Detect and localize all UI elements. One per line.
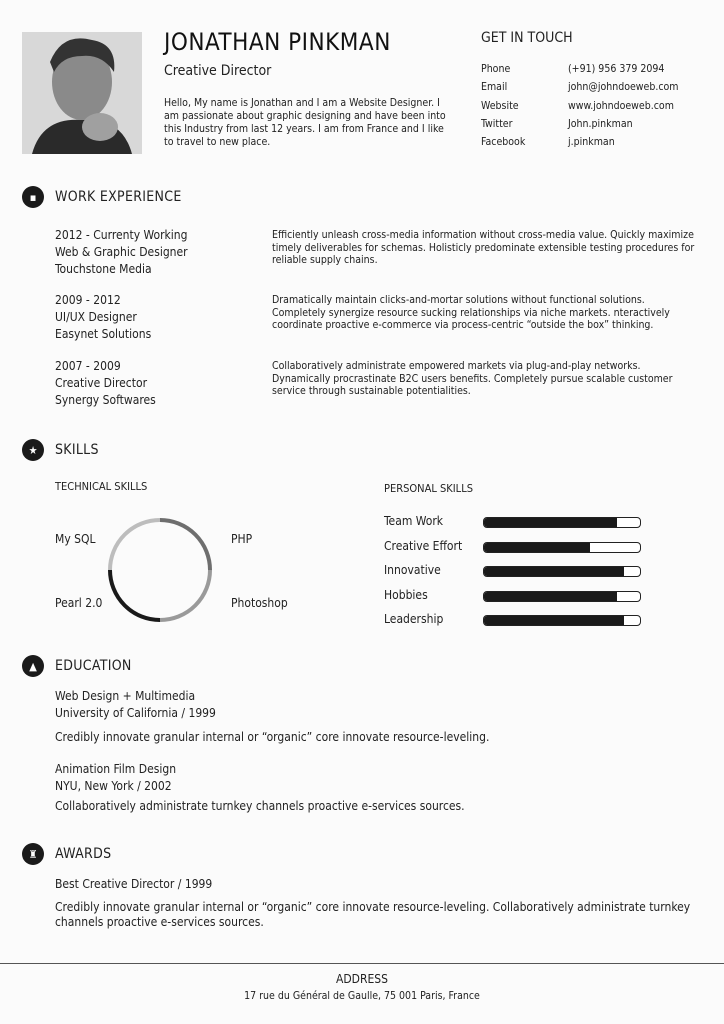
contact-website [481, 100, 679, 118]
address-title: ADDRESS [335, 972, 389, 986]
tech-skill-label: Photoshop [231, 596, 288, 610]
job-company: Touchstone Media [55, 262, 152, 276]
awards-section-header [22, 843, 111, 865]
contact-value: j.pinkman [568, 136, 615, 149]
ring-segment-pearl [110, 570, 160, 620]
job-company: Easynet Solutions [55, 327, 152, 341]
tech-skill-label: PHP [231, 532, 253, 546]
contact-email [481, 81, 679, 99]
star-icon: ★ [22, 439, 44, 461]
skill-bar-fill [484, 543, 590, 552]
graduation-cap-icon: ▲ [22, 655, 44, 677]
job-company: Synergy Softwares [55, 393, 156, 407]
contact-label: Twitter [481, 117, 513, 130]
award-description: Credibly innovate granular internal or “organic” core innovate resource-leveling. Collaboratively administrate turnkey channels proactive e-services sources. [55, 900, 691, 929]
job-description: Dramatically maintain clicks-and-mortar solutions without functional solutions. Completely synergize resource sucking relationships via niche markets. nteractively coordinate proactive e-commerce via process-centric “outside the box” thinking. [272, 294, 670, 331]
education-description: Collaboratively administrate turnkey channels proactive e-services sources. [55, 799, 465, 813]
personal-skills-title: PERSONAL SKILLS [384, 482, 473, 495]
contact-label: Facebook [481, 136, 526, 149]
job-entry [55, 292, 151, 343]
technical-skills-title: TECHNICAL SKILLS [55, 480, 148, 493]
contact-value: John.pinkman [568, 117, 633, 130]
trophy-icon: ♜ [22, 843, 44, 865]
contact-label: Website [481, 99, 519, 112]
briefcase-icon: ▪ [22, 186, 44, 208]
job-period: 2007 - 2009 [55, 359, 121, 373]
contact-list [481, 63, 679, 154]
ring-segment-photoshop [160, 570, 210, 620]
skill-bar-fill [484, 567, 624, 576]
award-title: Best Creative Director / 1999 [55, 877, 213, 891]
ring-segment-php [160, 520, 210, 570]
personal-skill-label: Innovative [384, 563, 441, 577]
candidate-name: JONATHAN PINKMAN [164, 28, 391, 56]
personal-skill-bar [483, 517, 641, 528]
work-section-header [22, 186, 182, 208]
skills-section-header [22, 439, 99, 461]
contact-value[interactable]: www.johndoeweb.com [568, 99, 674, 112]
job-entry [55, 227, 188, 278]
personal-skill-bar [483, 566, 641, 577]
section-title: EDUCATION [55, 658, 132, 674]
technical-skills-ring [104, 514, 216, 626]
personal-skill-label: Creative Effort [384, 538, 463, 553]
education-entry [55, 761, 465, 815]
tech-skill-label: My SQL [55, 532, 96, 546]
job-description: Collaboratively administrate empowered markets via plug-and-play networks. Dynamically procrastinate B2C users benefits. Completely pursue scalable customer service through sustainable potentialities. [272, 360, 673, 397]
job-period: 2012 - Currenty Working [55, 228, 188, 242]
skill-bar-fill [484, 616, 624, 625]
intro-text: Hello, My name is Jonathan and I am a Website Designer. I am passionate about graphic designing and have been into this Industry from last 12 years. I am from France and I like to travel to new place. [164, 97, 446, 148]
candidate-role: Creative Director [164, 63, 272, 79]
course: Animation Film Design [55, 762, 177, 776]
education-entry [55, 688, 489, 746]
section-title: WORK EXPERIENCE [55, 189, 182, 205]
contact-label: Phone [481, 63, 511, 75]
education-description: Credibly innovate granular internal or “organic” core innovate resource-leveling. [55, 730, 490, 744]
footer [0, 963, 724, 1002]
contact-value: (+91) 956 379 2094 [568, 63, 665, 75]
contact-phone [481, 63, 679, 81]
job-title: Creative Director [55, 376, 147, 390]
personal-skill-bar [483, 615, 641, 626]
personal-skill-label: Hobbies [384, 587, 428, 602]
award-entry [55, 876, 715, 930]
tech-skill-label: Pearl 2.0 [55, 596, 103, 610]
section-title: AWARDS [55, 846, 112, 862]
education-section-header [22, 655, 132, 677]
address-text: 17 rue du Général de Gaulle, 75 001 Paris, France [244, 990, 480, 1002]
personal-skill-label: Leadership [384, 612, 444, 626]
section-title: SKILLS [55, 442, 99, 458]
school: NYU, New York / 2002 [55, 779, 172, 793]
personal-skill-bar [483, 542, 641, 553]
course: Web Design + Multimedia [55, 689, 196, 703]
job-period: 2009 - 2012 [55, 293, 121, 307]
personal-skill-label: Team Work [384, 514, 444, 528]
skill-bar-fill [484, 592, 617, 601]
job-entry [55, 358, 156, 409]
job-description: Efficiently unleash cross-media information without cross-media value. Quickly maximize timely deliverables for schemas. Holisticly predominate extensible testing procedures for reliable supply chains. [272, 229, 695, 266]
skill-bar-fill [484, 518, 617, 527]
contact-label: Email [481, 81, 508, 94]
personal-skill-bar [483, 591, 641, 602]
school: University of California / 1999 [55, 706, 216, 720]
ring-segment-mysql [110, 520, 160, 570]
contact-title: GET IN TOUCH [481, 30, 573, 46]
job-title: UI/UX Designer [55, 310, 137, 324]
contact-facebook [481, 136, 679, 154]
contact-twitter [481, 118, 679, 136]
job-title: Web & Graphic Designer [55, 245, 188, 259]
profile-photo [22, 32, 142, 154]
contact-value[interactable]: john@johndoeweb.com [568, 81, 679, 94]
